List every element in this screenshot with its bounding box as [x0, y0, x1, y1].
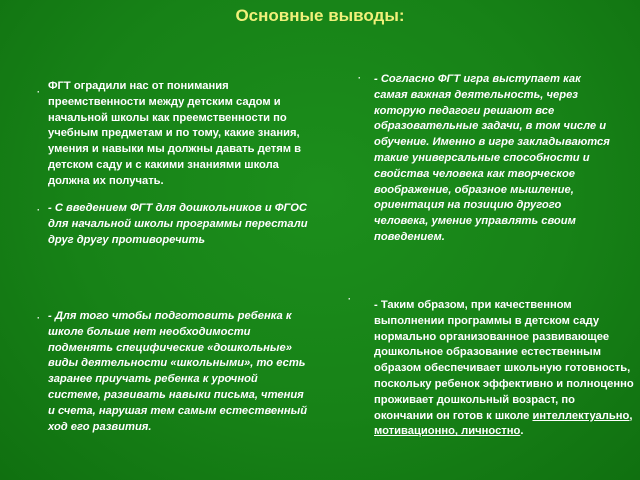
right-paragraph-2-text: - Таким образом, при качественном выполнении программы в детском саду нормально организованное развивающее дошкольное образование естественным образом обеспечивает школьную готовность, поскольку ребенок эффективно и полноценно проживает дошкольный возраст, по окончании он готов к школе: [374, 299, 634, 422]
left-paragraph-1: ФГТ оградили нас от понимания преемственности между детским садом и начальной школы как преемственности по учебным предметам и по тому, какие знания, умения и навыки мы должны давать детям в детском саду и с какими знаниями школа должна их получать.: [48, 80, 302, 187]
readiness-qualities: интеллектуально, мотивационно, личностно: [374, 409, 633, 438]
right-paragraph-2: [374, 298, 636, 440]
page-title: Основные выводы:: [235, 6, 405, 25]
bullet-marker: ·: [37, 205, 40, 215]
bullet-marker: ·: [37, 313, 40, 323]
right-paragraph-1: - Согласно ФГТ игра выступает как самая важная деятельность, через которую педагоги решают все образовательные задачи, в том числе и обучение. Именно в игре закладываются такие универсальные способности и свойства человека как творческое воображение, образное мышление, ориентация на позицию другого человека, умение управлять своим поведением.: [374, 73, 610, 243]
bullet-marker: ·: [37, 87, 40, 97]
right-paragraph-2-end: .: [520, 425, 524, 438]
bullet-marker: ·: [358, 73, 361, 83]
bullet-marker: ·: [348, 294, 351, 304]
left-paragraph-3: - Для того чтобы подготовить ребенка к школе больше нет необходимости подменять специфические «дошкольные» виды деятельности «школьными», то есть заранее приучать ребенка к урочной системе, развивать навыки письма, чтения и счета, нарушая тем самым естественный ход его развития.: [48, 310, 308, 433]
left-paragraph-2: - С введением ФГТ для дошкольников и ФГОС для начальной школы программы перестали друг другу противоречить: [48, 202, 308, 246]
